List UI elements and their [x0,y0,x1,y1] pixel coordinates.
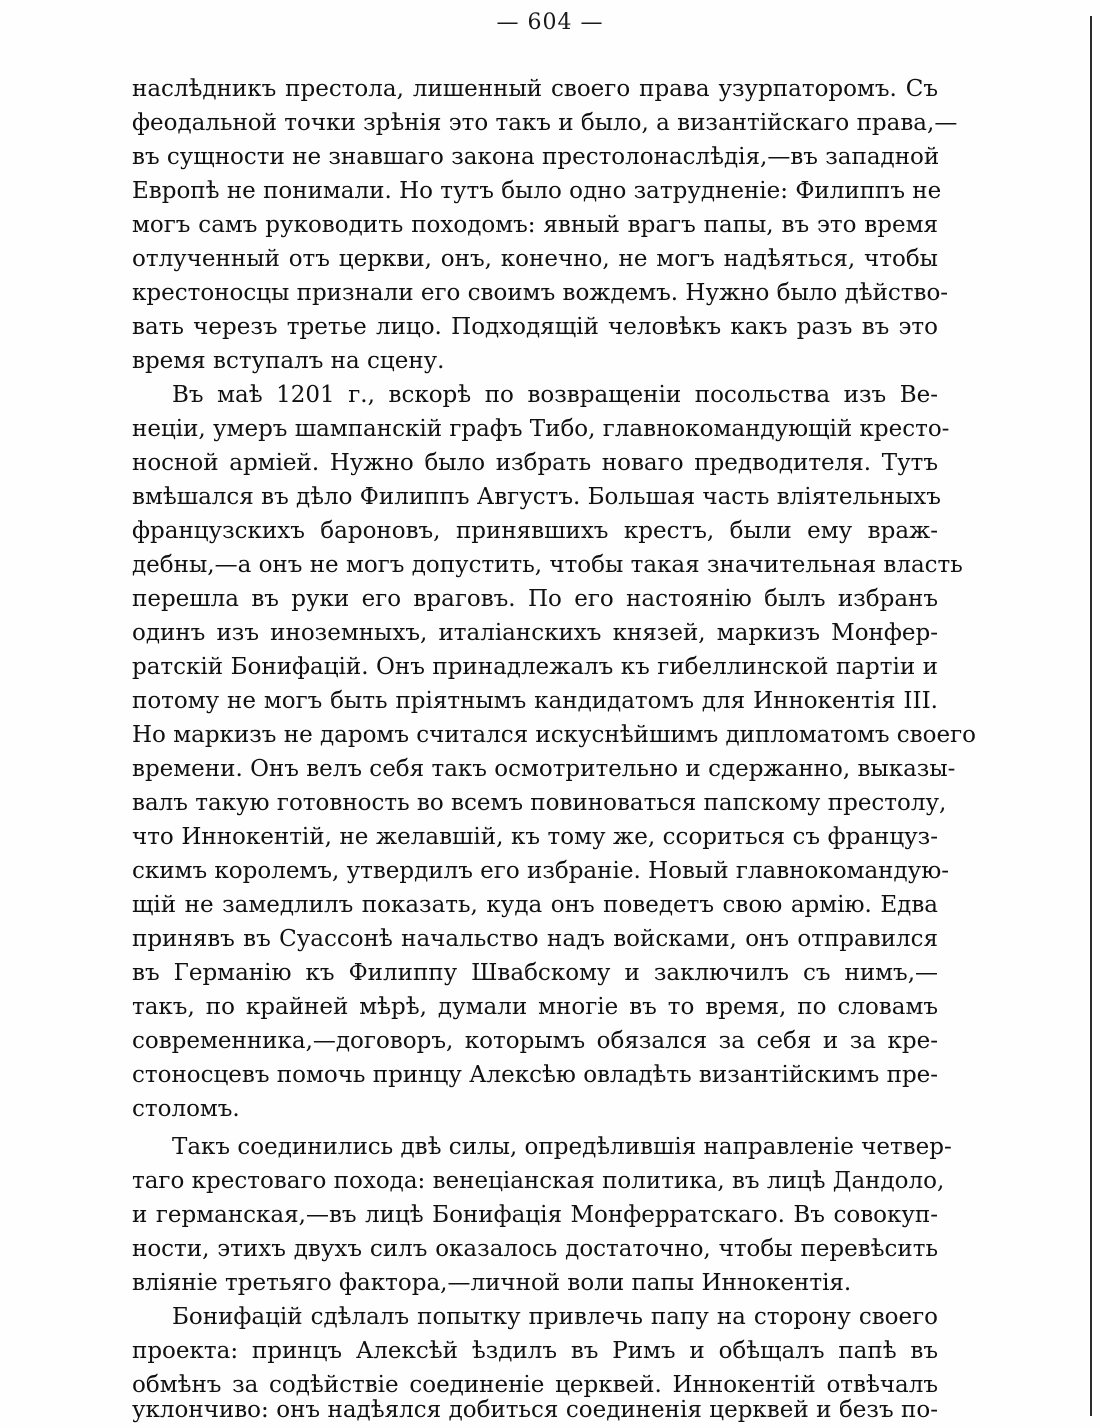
text-line: валъ такую готовность во всемъ повиноваться папскому престолу, [132,790,947,816]
text-line: дебны,—а онъ не могъ допустить, чтобы такая значительная власть [132,552,963,578]
text-line: въ сущности не знавшаго закона престолонаслѣдія,—въ западной [132,144,940,170]
text-line: феодальной точки зрѣнія это такъ и было, а византійскаго права,— [132,110,958,136]
text-line: столомъ. [132,1096,240,1122]
text-line: таго крестоваго похода: венеціанская политика, въ лицѣ Дандоло, [132,1168,945,1194]
text-line: крестоносцы признали его своимъ вождемъ. Нужно было дѣйство- [132,280,949,306]
text-line: времени. Онъ велъ себя такъ осмотрительно и сдержанно, выказы- [132,756,956,782]
text-line: уклончиво: онъ надѣялся добиться соединенія церквей и безъ по- [132,1397,938,1423]
text-line: обмѣнъ за содѣйствіе соединеніе церквей. Иннокентій отвѣчалъ [132,1372,938,1398]
text-line: неціи, умеръ шампанскій графъ Тибо, главнокомандующій кресто- [132,416,950,442]
text-line: ратскій Бонифацій. Онъ принадлежалъ къ гибеллинской партіи и [132,654,938,680]
text-line: наслѣдникъ престола, лишенный своего права узурпаторомъ. Съ [132,76,938,102]
text-line: щій не замедлилъ показать, куда онъ поведетъ свою армію. Едва [132,892,938,918]
page-edge-rule [1090,16,1092,1416]
text-line: такъ, по крайней мѣрѣ, думали многіе въ то время, по словамъ [132,994,938,1020]
text-line: французскихъ бароновъ, принявшихъ крестъ, были ему враж- [132,518,938,544]
paragraph-start-line: Въ маѣ 1201 г., вскорѣ по возвращеніи посольства изъ Ве- [172,382,938,408]
text-line: проекта: принцъ Алексѣй ѣздилъ въ Римъ и обѣщалъ папѣ въ [132,1338,938,1364]
text-line: принявъ въ Суассонѣ начальство надъ войсками, онъ отправился [132,926,938,952]
text-line: современника,—договоръ, которымъ обязался за себя и за кре- [132,1028,938,1054]
text-line: могъ самъ руководить походомъ: явный врагъ папы, въ это время [132,212,938,238]
paragraph-start-line: Бонифацій сдѣлалъ попытку привлечь папу на сторону своего [172,1304,938,1330]
text-line: и германская,—въ лицѣ Бонифація Монферратскаго. Въ совокуп- [132,1202,938,1228]
text-line: что Иннокентій, не желавшій, къ тому же, ссориться съ француз- [132,824,938,850]
text-line: скимъ королемъ, утвердилъ его избраніе. Новый главнокомандую- [132,858,950,884]
text-line: вать черезъ третье лицо. Подходящій человѣкъ какъ разъ въ это [132,314,938,340]
text-line: перешла въ руки его враговъ. По его настоянію былъ избранъ [132,586,938,612]
text-line: Европѣ не понимали. Но тутъ было одно затрудненіе: Филиппъ не [132,178,942,204]
text-line: ности, этихъ двухъ силъ оказалось достаточно, чтобы перевѣсить [132,1236,938,1262]
text-line: вліяніе третьяго фактора,—личной воли папы Иннокентія. [132,1270,852,1296]
paragraph-start-line: Такъ соединились двѣ силы, опредѣлившія направленіе четвер- [172,1134,952,1160]
text-line: время вступалъ на сцену. [132,348,445,374]
text-line: Но маркизъ не даромъ считался искуснѣйшимъ дипломатомъ своего [132,722,976,748]
text-line: потому не могъ быть пріятнымъ кандидатомъ для Иннокентія III. [132,688,938,714]
text-line: отлученный отъ церкви, онъ, конечно, не могъ надѣяться, чтобы [132,246,938,272]
text-line: носной арміей. Нужно было избрать новаго предводителя. Тутъ [132,450,938,476]
text-line: стоносцевъ помочь принцу Алексѣю овладѣть византійскимъ пре- [132,1062,939,1088]
text-line: вмѣшался въ дѣло Филиппъ Августъ. Большая часть вліятельныхъ [132,484,941,510]
page-number: — 604 — [496,10,604,35]
text-line: въ Германію къ Филиппу Швабскому и заключилъ съ нимъ,— [132,960,938,986]
text-line: одинъ изъ иноземныхъ, италіанскихъ князей, маркизъ Монфер- [132,620,938,646]
